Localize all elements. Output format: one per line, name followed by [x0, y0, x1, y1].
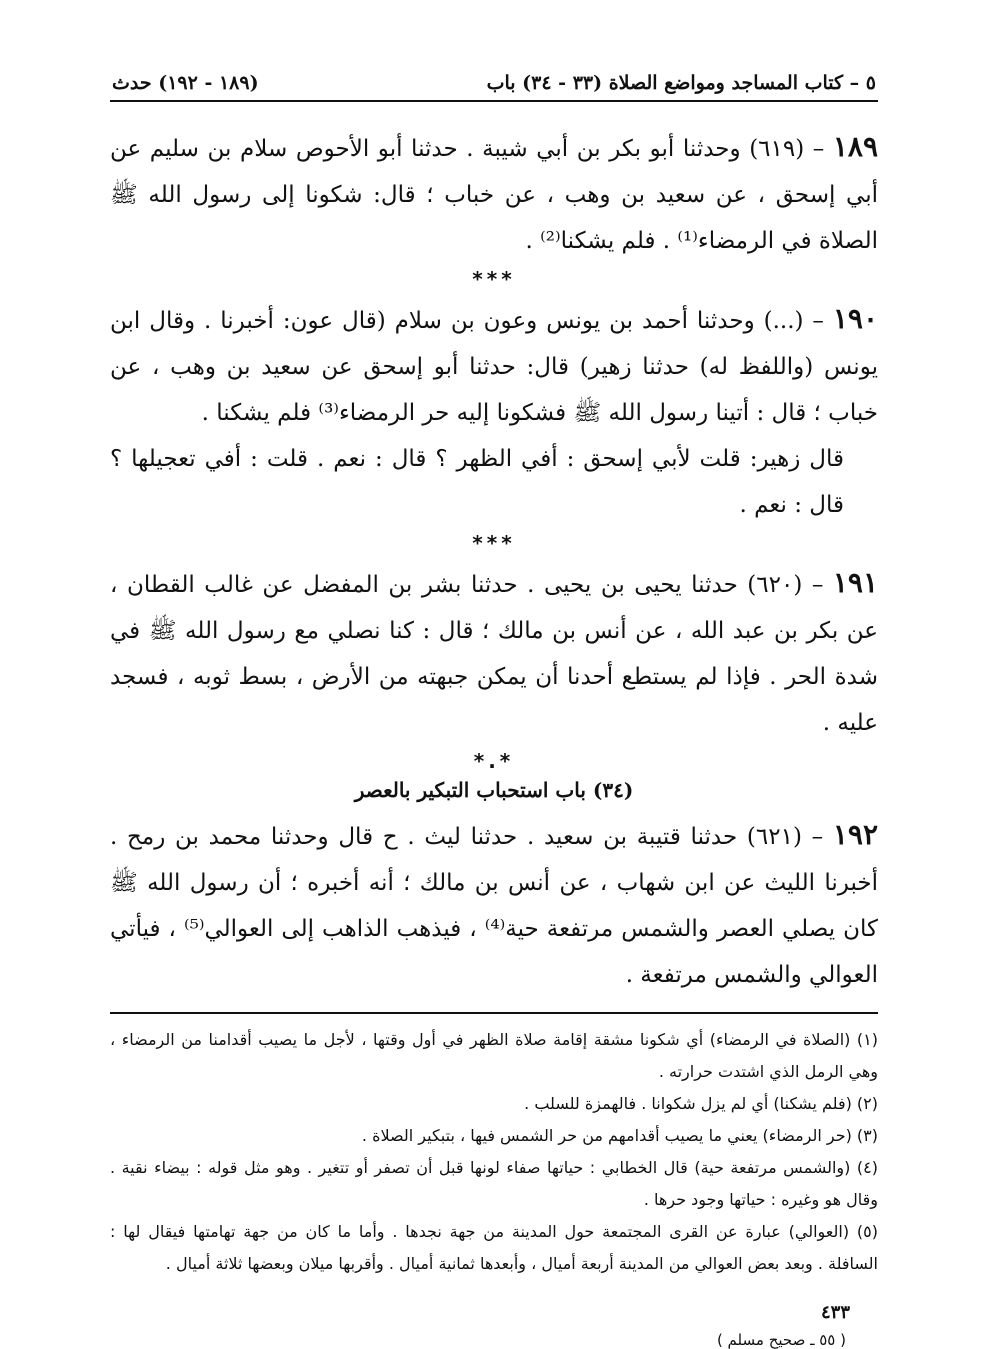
printer-signature: ( ٥٥ ـ صحيح مسلم ) — [716, 1331, 846, 1349]
chapter-title: (٣٤) باب استحباب التبكير بالعصر — [354, 778, 634, 802]
section-separator: *** — [472, 267, 516, 291]
section-separator: *.* — [473, 749, 515, 773]
footnotes — [110, 1024, 878, 1280]
page-number: ٤٣٣ — [820, 1302, 850, 1323]
footnote: (٣) (حر الرمضاء) يعني ما يصيب أقدامهم من حر الشمس فيها ، بتبكير الصلاة . — [361, 1126, 878, 1145]
running-header — [110, 72, 878, 100]
hadith-189 — [110, 124, 878, 264]
hadith-191 — [110, 560, 878, 746]
hadith-text: – (...) وحدثنا أحمد بن يونس وعون بن سلام (قال عون: أخبرنا . وقال ابن يونس (واللفظ له) حدثنا زهير) قال: حدثنا أبو إسحق عن سعيد بن وهب ، عن خباب ؛ قال : أتينا رسول الله ﷺ فشكونا إليه حر الرمضاء⁽³⁾ فلم يشكنا . — [110, 308, 878, 426]
header-divider — [110, 100, 878, 102]
hadith-number: ١٨٩ — [832, 130, 878, 163]
hadith-addendum-text: قال زهير: قلت لأبي إسحق : أفي الظهر ؟ قال : نعم . قلت : أفي تعجيلها ؟ قال : نعم . — [110, 446, 844, 518]
footnote: (٢) (فلم يشكنا) أي لم يزل شكوانا . فالهمزة للسلب . — [524, 1094, 878, 1113]
footnote: (٤) (والشمس مرتفعة حية) قال الخطابي : حياتها صفاء لونها قبل أن تصفر أو تتغير . وهو مثل قوله : بيضاء نقية . وقال هو وغيره : حياتها وجود حرها . — [110, 1158, 878, 1209]
hadith-text: – (٦٢٠) حدثنا يحيى بن يحيى . حدثنا بشر بن المفضل عن غالب القطان ، عن بكر بن عبد الله ، عن أنس بن مالك ؛ قال : كنا نصلي مع رسول الله ﷺ في شدة الحر . فإذا لم يستطع أحدنا أن يمكن جبهته من الأرض ، بسط ثوبه ، فسجد عليه . — [110, 572, 878, 736]
hadith-190-addendum — [110, 436, 878, 528]
footnote: (١) (الصلاة في الرمضاء) أي شكونا مشقة إقامة صلاة الظهر في أول وقتها ، لأجل ما يصيب أقدامنا من الرمضاء ، وهي الرمل الذي اشتدت حرارته . — [110, 1030, 878, 1081]
header-hadith-range: (١٨٩ - ١٩٢) حدث — [112, 72, 259, 94]
hadith-192 — [110, 812, 878, 998]
footnotes-divider — [110, 1012, 878, 1014]
footnote: (٥) (العوالي) عبارة عن القرى المجتمعة حول المدينة من جهة نجدها . وأما ما كان من جهة تهامتها فيقال لها : السافلة . وبعد بعض العوالي من المدينة أربعة أميال ، وأبعدها ثمانية أميال . وأقربها ميلان وبعضها ثلاثة أميال . — [110, 1222, 878, 1273]
header-chapter: ٥ – كتاب المساجد ومواضع الصلاة (٣٣ - ٣٤) باب — [486, 72, 876, 94]
hadith-number: ١٩٢ — [832, 818, 878, 851]
hadith-text: – (٦١٩) وحدثنا أبو بكر بن أبي شيبة . حدثنا أبو الأحوص سلام بن سليم عن أبي إسحق ، عن سعيد بن وهب ، عن خباب ؛ قال: شكونا إلى رسول الله ﷺ الصلاة في الرمضاء⁽¹⁾ . فلم يشكنا⁽²⁾ . — [110, 136, 878, 254]
hadith-text: – (٦٢١) حدثنا قتيبة بن سعيد . حدثنا ليث . ح قال وحدثنا محمد بن رمح . أخبرنا الليث عن ابن شهاب ، عن أنس بن مالك ؛ أنه أخبره ؛ أن رسول الله ﷺ كان يصلي العصر والشمس مرتفعة حية⁽⁴⁾ ، فيذهب الذاهب إلى العوالي⁽⁵⁾ ، فيأتي العوالي والشمس مرتفعة . — [110, 824, 878, 988]
hadith-number: ١٩١ — [832, 566, 878, 599]
section-separator: *** — [472, 531, 516, 555]
hadith-number: ١٩٠ — [832, 302, 879, 335]
hadith-190 — [110, 296, 878, 436]
